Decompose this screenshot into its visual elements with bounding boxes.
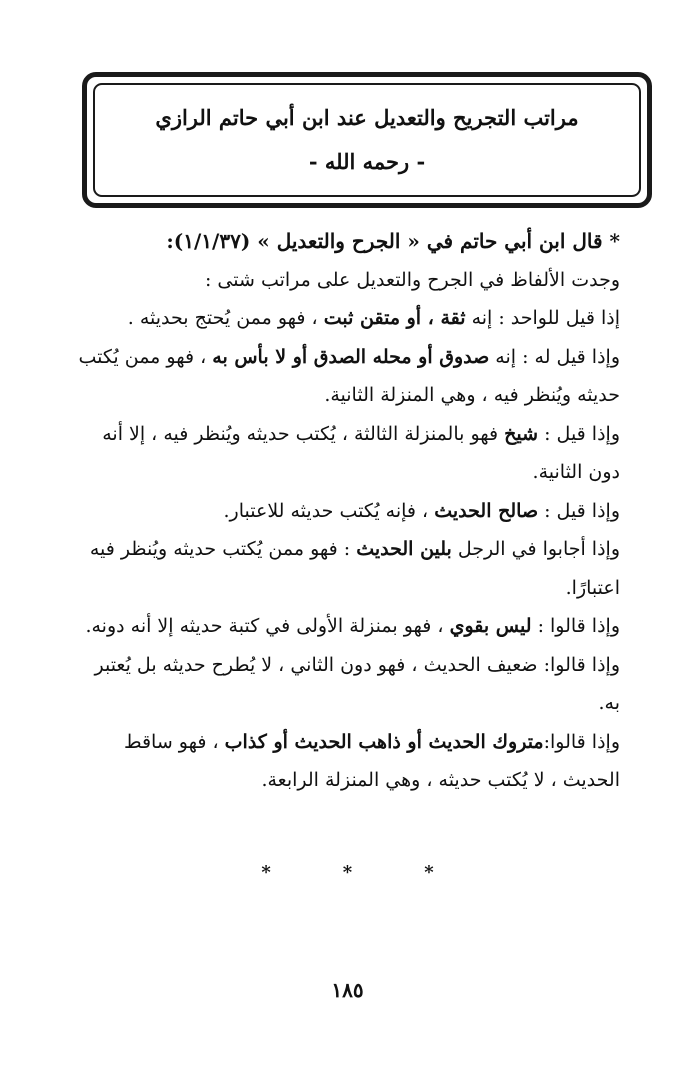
term-bold: بلين الحديث	[356, 538, 452, 560]
term-bold: صالح الحديث	[434, 499, 539, 522]
text-segment: ، فهو ممن يُكتب حديثه ويُنظر فيه ، وهي المنزلة الثانية.	[78, 345, 620, 406]
paragraph-intro: وجدت الألفاظ في الجرح والتعديل على مراتب شتى :	[204, 268, 620, 291]
paragraph-rank-1	[78, 299, 620, 338]
text-segment: وإذا قيل له : إنه	[489, 345, 620, 368]
page-number: ١٨٥	[331, 978, 364, 1002]
paragraph-layyin	[78, 530, 620, 607]
paragraph-salih	[78, 492, 620, 531]
separator-star: *	[342, 862, 353, 883]
text-segment: وإذا قالوا:	[543, 730, 620, 753]
text-segment: : فهو ممن يُكتب حديثه ويُنظر فيه اعتبارًا.	[89, 538, 620, 599]
paragraph-rank-4	[78, 723, 620, 800]
paragraph-daif: وإذا قالوا: ضعيف الحديث ، فهو دون الثاني ، لا يُطرح حديثه بل يُعتبر به.	[94, 653, 620, 714]
separator-star: *	[261, 862, 271, 883]
text-segment: وإذا أجابوا في الرجل	[451, 538, 620, 560]
term-bold: ثقة ، أو متقن ثبت	[323, 307, 466, 329]
title-box	[82, 72, 652, 208]
paragraph-laysa-biqawi	[78, 607, 620, 646]
text-segment: وإذا قيل :	[538, 422, 620, 445]
text-segment: ، فهو ممن يُحتج بحديثه .	[127, 307, 324, 329]
text-segment: وإذا قالوا :	[531, 615, 620, 637]
main-text	[78, 222, 620, 800]
section-separator	[0, 862, 695, 883]
paragraph-citation	[78, 222, 620, 261]
citation-text: قال ابن أبي حاتم في « الجرح والتعديل » (١/١/٣٧):	[166, 229, 610, 253]
title-box-inner	[93, 83, 641, 197]
paragraph-rank-3	[78, 415, 620, 492]
term-bold: شيخ	[504, 422, 539, 445]
text-segment: إذا قيل للواحد : إنه	[465, 307, 620, 329]
text-segment: ، فهو ساقط الحديث ، لا يُكتب حديثه ، وهي المنزلة الرابعة.	[123, 730, 620, 791]
page-title: مراتب التجريح والتعديل عند ابن أبي حاتم الرازي	[155, 105, 579, 130]
separator-star: *	[424, 862, 434, 883]
text-segment: فهو بالمنزلة الثالثة ، يُكتب حديثه ويُنظر فيه ، إلا أنه دون الثانية.	[102, 422, 620, 483]
text-segment: ، فإنه يُكتب حديثه للاعتبار.	[223, 499, 435, 522]
page-subtitle: - رحمه الله -	[308, 149, 426, 174]
term-bold: صدوق أو محله الصدق أو لا بأس به	[212, 345, 490, 368]
paragraph-rank-2	[78, 338, 620, 415]
text-segment: ، فهو بمنزلة الأولى في كتبة حديثه إلا أنه دونه.	[85, 615, 450, 637]
term-bold: ليس بقوي	[449, 615, 532, 637]
term-bold: متروك الحديث أو ذاهب الحديث أو كذاب	[224, 730, 544, 753]
bullet-star: *	[609, 229, 620, 253]
text-segment: وإذا قيل :	[538, 499, 620, 522]
